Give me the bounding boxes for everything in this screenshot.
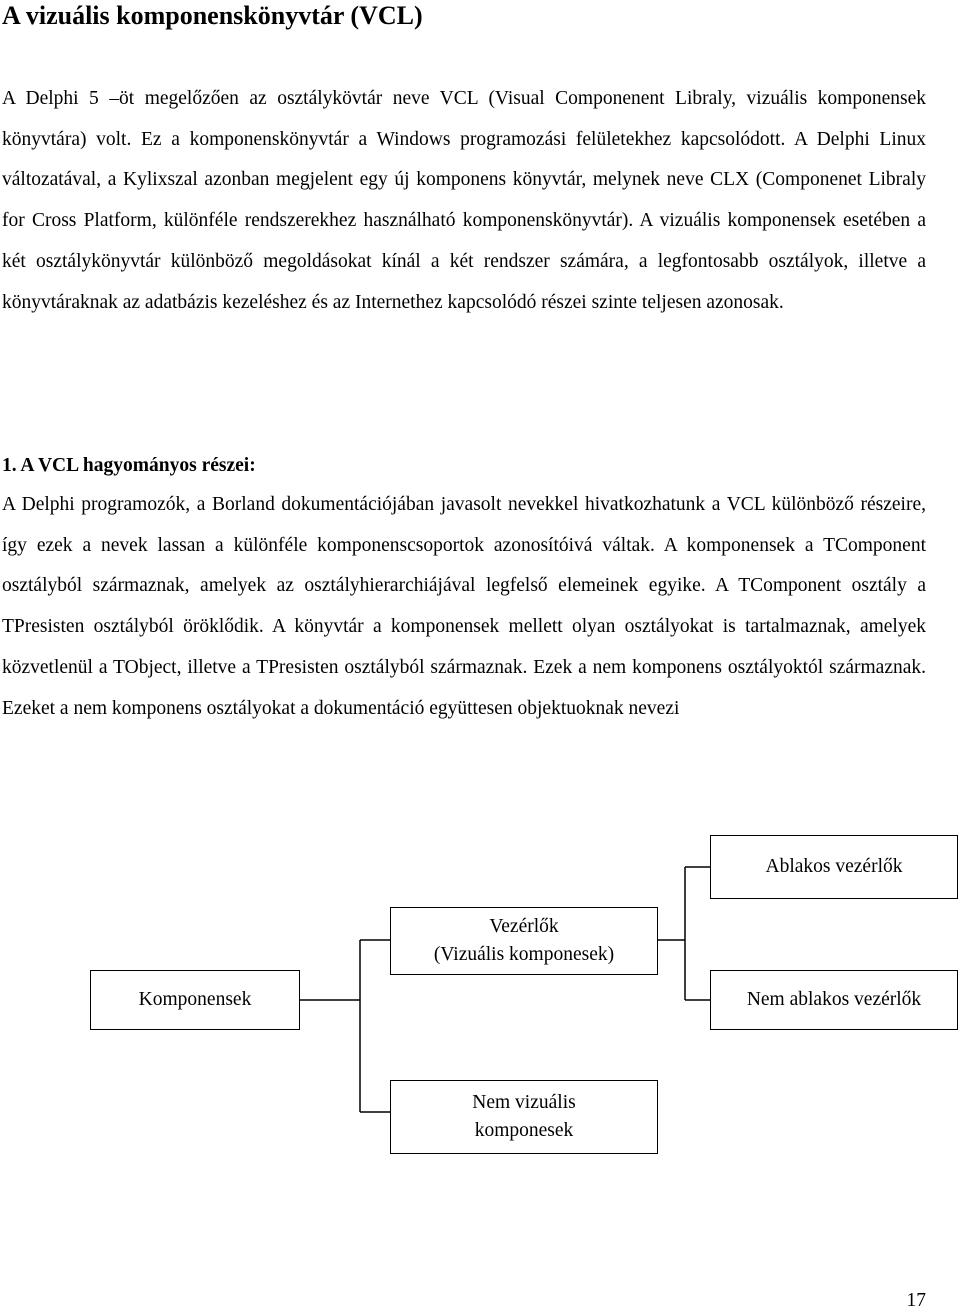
box-nem-ablakos-vezerlok <box>710 970 958 1030</box>
box-vezerlok-label-line1: Vezérlők <box>489 916 559 937</box>
box-nem-vizualis-label-line2: komponesek <box>474 1120 574 1141</box>
box-komponensek <box>90 970 300 1030</box>
box-ablakos-vezerlok-label: Ablakos vezérlők <box>765 856 903 877</box>
page-number: 17 <box>906 1290 926 1311</box>
box-nem-ablakos-vezerlok-label: Nem ablakos vezérlők <box>746 989 922 1010</box>
vcl-parts-paragraph: A Delphi programozók, a Borland dokumentációjában javasolt nevekkel hivatkozhatunk a VCL különböző részeire, így ezek a nevek lassan a különféle komponenscsoportok azonosítóivá váltak. A komponensek a TComponent osztályból származnak, amelyek az osztályhierarchiájával legfelső elemeinek egyike. A TComponent osztály a TPresisten osztályból öröklődik. A könyvtár a komponensek mellett olyan osztályokat is tartalmaznak, amelyek közvetlenül a TObject, illetve a TPresisten osztályból származnak. Ezek a nem komponens osztályoktól származnak. Ezeket a nem komponens osztályokat a dokumentáció együttesen objektuoknak nevezi <box>2 494 926 719</box>
box-komponensek-label: Komponensek <box>138 989 252 1010</box>
box-vezerlok-label-line2: (Vizuális komponesek) <box>433 944 615 965</box>
box-ablakos-vezerlok <box>710 835 958 899</box>
box-nem-vizualis-label-line1: Nem vizuális <box>472 1092 576 1113</box>
box-vezerlok <box>390 907 658 975</box>
box-nem-vizualis <box>390 1080 658 1154</box>
section-heading: 1. A VCL hagyományos részei: <box>2 455 256 476</box>
page-title: A vizuális komponenskönyvtár (VCL) <box>2 1 423 30</box>
intro-paragraph: A Delphi 5 –öt megelőzően az osztálykövtár neve VCL (Visual Componenent Libraly, vizuális komponensek könyvtára) volt. Ez a komponenskönyvtár a Windows programozási felületekhez kapcsolódott. A Delphi Linux változatával, a Kylixszal azonban megjelent egy új komponens könyvtár, melynek neve CLX (Componenet Libraly for Cross Platform, különféle rendszerekhez használható komponenskönyvtár). A vizuális komponensek esetében a két osztálykönyvtár különböző megoldásokat kínál a két rendszer számára, a legfontosabb osztályok, illetve a könyvtáraknak az adatbázis kezeléshez és az Internethez kapcsolódó részei szinte teljesen azonosak. <box>2 88 926 313</box>
